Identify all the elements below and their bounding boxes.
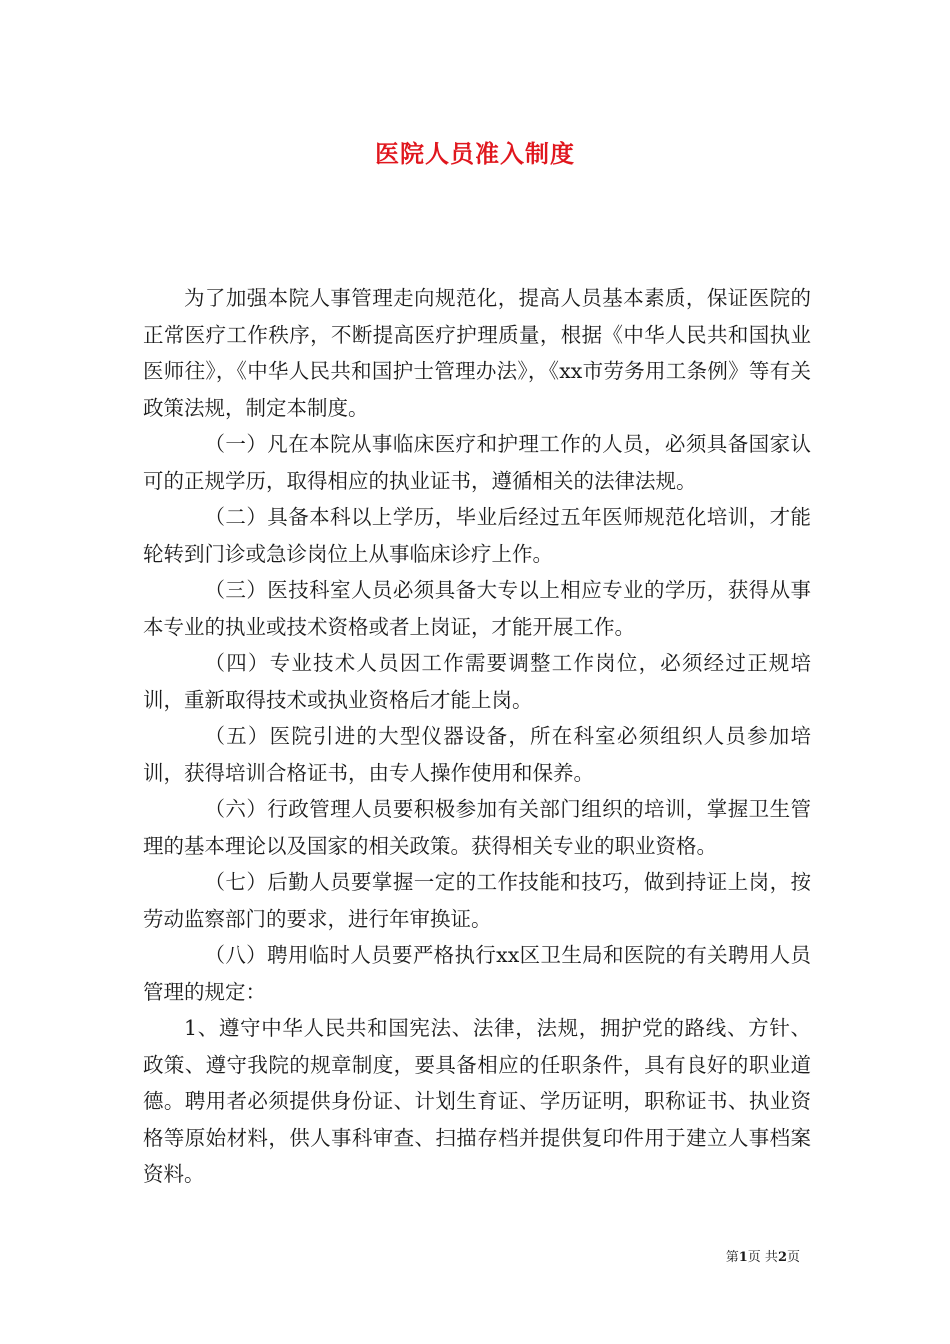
footer-total-pages: 2 xyxy=(777,1250,787,1265)
footer-middle: 页 共 xyxy=(747,1250,778,1265)
paragraph-subitem-1: 1、遵守中华人民共和国宪法、法律，法规，拥护党的路线、方针、政策、遵守我院的规章制度，要具备相应的任职条件，具有良好的职业道德。聘用者必须提供身份证、计划生育证、学历证明，职称证书、执业资格等原始材料，供人事科审查、扫描存档并提供复印件用于建立人事档案资料。 xyxy=(143,1016,811,1186)
paragraph-item-5: （五）医院引进的大型仪器设备，所在科室必须组织人员参加培训，获得培训合格证书，由专人操作使用和保养。 xyxy=(143,724,811,785)
footer-current-page: 1 xyxy=(738,1250,748,1265)
footer-suffix: 页 xyxy=(786,1250,800,1265)
paragraph-item-2: （二）具备本科以上学历，毕业后经过五年医师规范化培训，才能轮转到门诊或急诊岗位上从事临床诊疗上作。 xyxy=(143,505,811,566)
paragraph-item-3: （三）医技科室人员必须具备大专以上相应专业的学历，获得从事本专业的执业或技术资格或者上岗证，才能开展工作。 xyxy=(143,578,811,639)
document-title: 医院人员准入制度 xyxy=(375,139,575,168)
paragraph-intro: 为了加强本院人事管理走向规范化，提高人员基本素质，保证医院的正常医疗工作秩序，不断提高医疗护理质量，根据《中华人民共和国执业医师往》，《中华人民共和国护士管理办法》，《xx市劳务用工条例》等有关政策法规，制定本制度。 xyxy=(143,286,811,420)
page-footer xyxy=(726,1246,800,1265)
paragraph-item-7: （七）后勤人员要掌握一定的工作技能和技巧，做到持证上岗，按劳动监察部门的要求，进行年审换证。 xyxy=(143,870,811,931)
paragraph-item-1: （一）凡在本院从事临床医疗和护理工作的人员，必须具备国家认可的正规学历，取得相应的执业证书，遵循相关的法律法规。 xyxy=(143,432,811,493)
footer-prefix: 第 xyxy=(725,1250,739,1265)
paragraph-item-8: （八）聘用临时人员要严格执行xx区卫生局和医院的有关聘用人员管理的规定： xyxy=(143,943,811,1004)
paragraph-item-4: （四）专业技术人员因工作需要调整工作岗位，必须经过正规培训，重新取得技术或执业资格后才能上岗。 xyxy=(143,651,811,712)
document-body xyxy=(143,280,811,1193)
paragraph-item-6: （六）行政管理人员要积极参加有关部门组织的培训，掌握卫生管理的基本理论以及国家的相关政策。获得相关专业的职业资格。 xyxy=(143,797,811,858)
